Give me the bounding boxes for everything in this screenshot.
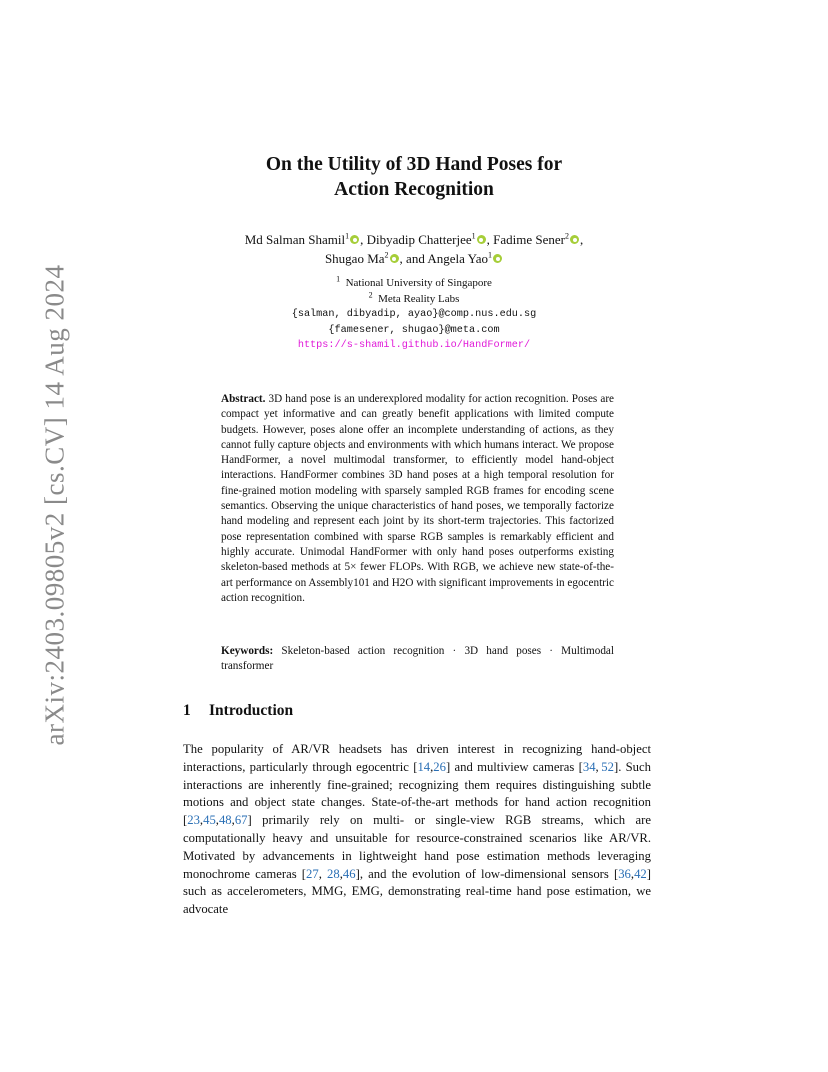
author-list	[0, 230, 828, 268]
email-line-1: {salman, dibyadip, ayao}@comp.nus.edu.sg	[291, 309, 537, 320]
author-separator: ,	[580, 232, 584, 247]
author-line-2	[0, 249, 828, 268]
author-affil-sup: 2	[565, 231, 570, 241]
keywords-label: Keywords:	[221, 645, 274, 657]
abstract-label: Abstract.	[221, 393, 266, 405]
author-affil-sup: 1	[345, 231, 350, 241]
author-separator: ,	[486, 232, 494, 247]
citation-link[interactable]: 45	[203, 813, 216, 828]
author-affil-sup: 1	[488, 250, 493, 260]
email-line-2: {famesener, shugao}@meta.com	[328, 324, 500, 336]
section-number: 1	[183, 702, 191, 719]
author-separator: ,	[360, 232, 367, 247]
affiliation-name: Meta Reality Labs	[378, 292, 460, 305]
intro-text: and multiview cameras	[454, 759, 575, 774]
project-url-link[interactable]: https://s-shamil.github.io/HandFormer/	[297, 340, 531, 351]
author-line-1	[0, 230, 828, 249]
affiliation-name: National University of Singapore	[345, 277, 492, 289]
title-line-2: Action Recognition	[334, 179, 494, 200]
orcid-icon[interactable]	[570, 235, 579, 244]
author-name: Md Salman Shamil	[244, 232, 346, 247]
keywords-text: Skeleton-based action recognition · 3D hand poses · Multimodal transformer	[221, 645, 615, 673]
intro-text: primarily rely on multi- or single-view RGB streams, which are computationally heavy and unsuitable for resource-constrained scenarios like AR/VR. Motivated by advancements in lightweight hand pose estimation methods leveraging monochrome cameras	[183, 813, 651, 881]
citation-link[interactable]: 42	[634, 866, 647, 881]
affiliation-sup: 2	[368, 289, 373, 299]
section-heading-introduction	[183, 702, 293, 720]
introduction-paragraph: The popularity of AR/VR headsets has driven interest in recognizing hand-object interactions, particularly through egocentric [14,26] and multiview cameras [34, 52]. Such interactions are inherently fine-grained; recognizing them requires distinguishing subtle motions and object state changes. State-of-the-art methods for hand action recognition [23,45,48,67] primarily rely on multi- or single-view RGB streams, which are computationally heavy and unsuitable for resource-constrained scenarios like AR/VR. Motivated by advancements in lightweight hand pose estimation methods leveraging monochrome cameras [27, 28,46], and the evolution of low-dimensional sensors [36,42] such as accelerometers, MMG, EMG, demonstrating real-time hand pose estimation, we advocate	[183, 742, 652, 917]
citation-link[interactable]: 28	[327, 866, 340, 881]
author-affil-sup: 1	[471, 231, 476, 241]
orcid-icon[interactable]	[390, 254, 399, 263]
citation-link[interactable]: 23	[187, 813, 200, 828]
citation-link[interactable]: 67	[234, 813, 248, 828]
citation-link[interactable]: 34	[582, 759, 596, 774]
affiliation-1	[0, 276, 828, 292]
citation-link[interactable]: 36	[618, 866, 631, 881]
author-affil-sup: 2	[384, 250, 389, 260]
citation-link[interactable]: 48	[218, 813, 232, 828]
citation-link[interactable]: 14	[417, 759, 431, 774]
citation-link[interactable]: 52	[601, 759, 614, 774]
abstract-text: 3D hand pose is an underexplored modality for action recognition. Poses are compact yet informative and can greatly benefit applications with limited compute budgets. However, poses alone offer an incomplete understanding of actions, as they cannot fully capture objects and environments with which humans interact. We propose HandFormer, a novel multimodal transformer, to efficiently model hand-object interactions. HandFormer combines 3D hand poses at a high temporal resolution for fine-grained motion modeling with sparsely sampled RGB frames for encoding scene semantics. Observing the unique characteristics of hand poses, we temporally factorize hand modeling and represent each joint by its short-term trajectories. This factorized pose representation combined with sparse RGB samples is remarkably efficient and highly accurate. Unimodal HandFormer with only hand poses outperforms existing skeleton-based methods at 5× fewer FLOPs. With RGB, we achieve new state-of-the-art performance on Assembly101 and H2O with significant improvements in egocentric action recognition.	[221, 393, 615, 604]
author-name: Dibyadip Chatterjee	[366, 232, 472, 247]
author-name: Fadime Sener	[493, 232, 566, 247]
orcid-icon[interactable]	[350, 235, 359, 244]
intro-text: such as accelerometers, MMG, EMG, demonstrating real-time hand pose estimation, we advocate	[183, 884, 651, 917]
author-name: Angela Yao	[427, 251, 489, 266]
citation-link[interactable]: 27	[306, 866, 319, 881]
citation-link[interactable]: 26	[433, 759, 446, 774]
section-title: Introduction	[209, 702, 294, 719]
affiliation-sup: 1	[336, 274, 341, 284]
intro-text: . Such interactions are inherently fine-grained; recognizing them requires distinguishing subtle motions and object state changes. State-of-the-art methods for hand action recognition	[183, 759, 652, 810]
author-name: Shugao Ma	[324, 251, 385, 266]
arxiv-side-stamp: arXiv:2403.09805v2 [cs.CV] 14 Aug 2024	[39, 264, 70, 746]
orcid-icon[interactable]	[493, 254, 502, 263]
affiliations-block	[0, 276, 828, 354]
keywords	[221, 644, 614, 675]
intro-text: The popularity of AR/VR headsets has driven interest in recognizing hand-object interactions, particularly through egocentric	[183, 742, 651, 774]
orcid-icon[interactable]	[477, 235, 486, 244]
citation-link[interactable]: 46	[342, 866, 356, 881]
intro-text: , and the evolution of low-dimensional sensors	[359, 866, 609, 881]
author-separator: , and	[399, 251, 428, 266]
affiliation-2	[0, 289, 828, 308]
abstract	[221, 392, 614, 606]
title-line-1: On the Utility of 3D Hand Poses for	[265, 154, 563, 175]
paper-title	[0, 152, 828, 202]
